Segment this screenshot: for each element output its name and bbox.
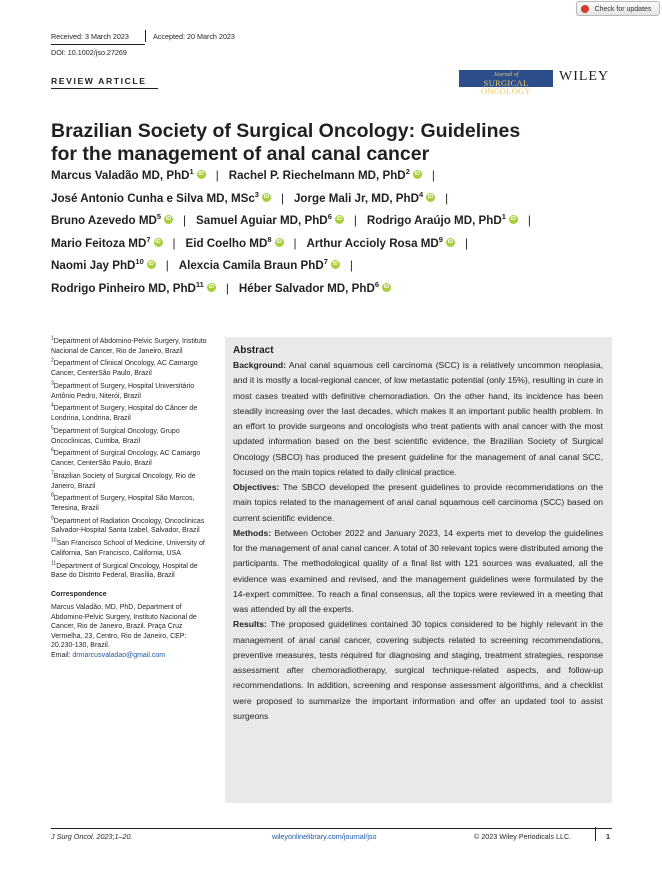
page-number: 1 [606,832,610,841]
author-separator: | [353,214,357,227]
orcid-icon[interactable]: iD [148,261,154,268]
orcid-icon[interactable]: iD [383,283,390,290]
affiliation [51,539,211,558]
orcid-icon[interactable]: iD [332,261,339,268]
author-separator: | [349,259,353,272]
abstract-section [233,358,603,480]
affiliation-text: Department of Surgery, Hospital do Câncer de Londrina, Londrina, Brazil [51,405,198,423]
author-name: Héber Salvador MD, PhD [238,281,375,295]
author-name: Alexcia Camila Braun PhD [178,259,324,272]
author-separator: | [280,191,284,205]
email-link[interactable]: drmarcusvaladao@gmail.com [72,651,166,659]
author-separator: | [165,259,169,272]
orcid-icon[interactable]: iD [208,283,215,290]
author-affiliation-number: 2 [405,167,410,177]
affiliation-text: Department of Surgical Oncology, Grupo Oncoclinicas, Curitiba, Brazil [51,427,180,445]
abstract-section-label: Background: [233,360,286,370]
abstract-section [233,526,603,618]
affiliation-text: Brazilian Society of Surgical Oncology, Rio de Janeiro, Brazil [51,472,196,490]
affiliation [51,472,211,491]
abstract-section [233,480,603,526]
author-affiliation-number: 6 [374,279,379,289]
author-line [51,188,611,211]
abstract-section-text: Anal canal squamous cell carcinoma (SCC) is a relatively uncommon neoplasia, and it is mostly a local-regional cancer, of low metastatic potential (only 15%), resulting in cure in most cases treated with definitive chemoradiation. On the other hand, its incidence has been steadily increasing over the last decades, which makes it an important public health problem. In an effort to provide surgeons and oncologists who treat patients with anal cancer with the most updated information based on the best scientific evidence, the Brazilian Society of Surgical Oncology (SBCO) has produced the present guideline for the management of anal canal SCC, focused on the main topics related to daily clinical practice. [233,360,603,477]
affiliation [51,517,211,536]
affiliation [51,404,211,423]
affiliation [51,337,211,356]
check-for-updates-label: Check for updates [594,6,652,13]
author-separator: | [225,281,229,295]
footer-journal-link[interactable]: wileyonlinelibrary.com/journal/jso [272,832,377,841]
check-for-updates-button[interactable] [576,1,660,16]
author-affiliation-number: 1 [189,167,194,177]
orcid-icon[interactable]: iD [198,171,204,178]
affiliation-number: 4 [51,403,54,410]
author-name: Arthur Accioly Rosa MD [306,236,439,250]
footer-rule [51,828,612,829]
author-name: José Antonio Cunha e Silva MD, MSc [51,191,255,205]
journal-logo-line1: Journal of [493,72,519,78]
author-name: Rodrigo Pinheiro MD, PhD [51,281,196,295]
author-name: Marcus Valadão MD, PhD [51,169,190,182]
affiliation-text: Department of Surgical Oncology, Hospital de Base do Distrito Federal, Brasília, Brazil [51,562,198,580]
author-affiliation-number: 3 [254,189,259,199]
author-separator: | [183,214,187,227]
affiliation-number: 11 [51,560,57,567]
author-line [51,278,611,301]
abstract-section-label: Results: [233,619,267,630]
abstract-section-label: Methods: [233,527,272,538]
author-separator: | [172,236,176,250]
footer-copyright: © 2023 Wiley Periodicals LLC. [474,832,572,841]
abstract-section-text: Between October 2022 and January 2023, 14 experts met to develop the guidelines for the management of anal canal cancer. A total of 30 relevant topics were distributed among the participants. The methodological quality of a final list with 121 sources was evaluated, all the evidence was examined and revised, and the management guidelines were formulated by the 14-expert committee. To reach a final consensus, all the topics were reviewed in a meeting that was attended by all the experts. [233,527,604,614]
author-name: Jorge Mali Jr, MD, PhD [293,191,419,205]
author-list [51,165,611,300]
author-name: Rodrigo Araújo MD, PhD [366,214,502,227]
affiliation [51,449,211,468]
affiliation-text: San Francisco School of Medicine, University of California, San Francisco, California, USA [51,540,205,557]
correspondence-heading: Correspondence [51,591,107,599]
affiliation-number: 2 [51,358,54,365]
check-updates-icon [581,5,589,13]
header-separator [145,30,146,42]
author-line [51,233,611,256]
author-separator: | [215,169,219,182]
author-separator: | [464,236,468,250]
affiliation-number: 7 [51,470,54,477]
affiliation [51,382,211,401]
accepted-date: Accepted: 20 March 2023 [153,32,235,41]
affiliation-number: 6 [51,448,54,455]
author-affiliation-number: 8 [267,234,272,244]
affiliation-text: Department of Surgery, Hospital São Marcos, Teresina, Brazil [51,495,195,512]
author-name: Eid Coelho MD [185,236,268,250]
affiliation-text: Department of Radiation Oncology, Oncoclinicas Salvador-Hospital Santa Izabel, Salvador, Brazil [51,517,205,535]
affiliation-text: Department of Surgery, Hospital Universitário Antônio Pedro, Niterói, Brazil [51,382,195,400]
article-title-line2: for the management of anal canal cancer [51,143,430,165]
author-separator: | [431,169,435,182]
affiliation-number: 10 [51,538,57,545]
abstract [233,343,603,724]
affiliations [51,337,211,660]
affiliation [51,427,211,446]
orcid-icon[interactable]: iD [276,238,282,245]
abstract-heading: Abstract [233,345,274,356]
affiliation-number: 3 [51,380,54,387]
article-title [51,120,531,166]
abstract-section-label: Objectives: [233,482,280,492]
author-name: Bruno Azevedo MD [51,214,157,227]
article-title-line1: Brazilian Society of Surgical Oncology: Guidelines [51,120,521,142]
affiliation-text: Department of Abdomino-Pelvic Surgery, Instituto Nacional de Cancer, Rio de Janeiro, Brazil [51,338,207,355]
affiliation-number: 8 [51,493,54,500]
article-type-underline [51,88,158,89]
author-affiliation-number: 1 [501,212,506,222]
affiliation-number: 5 [51,425,54,432]
doi: DOI: 10.1002/jso.27269 [51,48,127,57]
orcid-icon[interactable]: iD [165,216,172,223]
publisher-logo: WILEY [559,69,610,84]
orcid-icon[interactable]: iD [427,193,434,200]
author-line [51,210,611,233]
author-separator: | [445,191,449,205]
affiliation-number: 1 [51,335,54,342]
author-name: Naomi Jay PhD [51,259,136,272]
author-affiliation-number: 9 [438,234,443,244]
orcid-icon[interactable]: iD [510,216,517,223]
received-date: Received: 3 March 2023 [51,32,129,41]
author-name: Mario Feitoza MD [51,236,147,250]
author-affiliation-number: 5 [156,212,162,222]
header-rule [51,44,145,45]
footer-citation: J Surg Oncol. 2023;1–20. [51,832,133,841]
affiliation-number: 9 [51,515,54,522]
article-type: REVIEW ARTICLE [51,76,147,86]
author-name: Rachel P. Riechelmann MD, PhD [228,169,406,182]
correspondence-text: Marcus Valadão, MD, PhD, Department of Abdomino-Pelvic Surgery, Instituto Nacional de Cancer, Rio de Janeiro, Brazil. Praça Cruz Vermelha, 23, Centro, Rio de Janeiro, CEP: 20.230-130, Brazil. [51,603,197,650]
author-affiliation-number: 6 [327,212,332,222]
affiliation-text: Department of Clinical Oncology, AC Camargo Cancer, CenterSão Paulo, Brazil [51,360,198,378]
author-separator: | [527,214,531,227]
abstract-section [233,617,603,724]
author-affiliation-number: 7 [323,257,328,267]
author-line [51,255,611,278]
abstract-section-text: The SBCO developed the present guidelines to provide recommendations on the main topics related to the management of anal canal squamous cell carcinoma (SCC) based on current scientific evidence. [233,482,603,523]
orcid-icon[interactable]: iD [155,238,161,245]
affiliation [51,359,211,378]
orcid-icon[interactable]: iD [263,193,270,200]
author-affiliation-number: 7 [146,234,151,244]
footer-separator [595,827,596,841]
affiliation [51,562,211,581]
email-label: Email: [51,651,71,659]
author-line [51,165,611,188]
journal-logo-line2: SURGICAL ONCOLOGY [480,78,532,96]
author-affiliation-number: 10 [135,257,144,267]
affiliation-text: Department of Surgical Oncology, AC Camargo Cancer, CenterSão Paulo, Brazil [51,450,201,468]
author-separator: | [293,236,297,250]
journal-logo [459,70,553,96]
abstract-section-text: The proposed guidelines contained 30 topics considered to be highly relevant in the management of anal canal cancer, covering subjects related to screening recommendations, preventive measures, tests required for diagnosing and staging, treatment strategies, response assessment after chemoradiotherapy, surgical technique-related aspects, and follow-up recommendations. In addition, screening and response assessment algorithms, and a checklist were proposed to summarize the important information and offer an updated tool to assist surgeons [233,619,603,721]
author-affiliation-number: 11 [195,279,204,289]
affiliation [51,494,211,513]
author-affiliation-number: 4 [418,189,424,199]
orcid-icon[interactable]: iD [336,216,343,223]
orcid-icon[interactable]: iD [447,238,454,245]
author-name: Samuel Aguiar MD, PhD [196,214,328,227]
orcid-icon[interactable]: iD [414,171,421,178]
